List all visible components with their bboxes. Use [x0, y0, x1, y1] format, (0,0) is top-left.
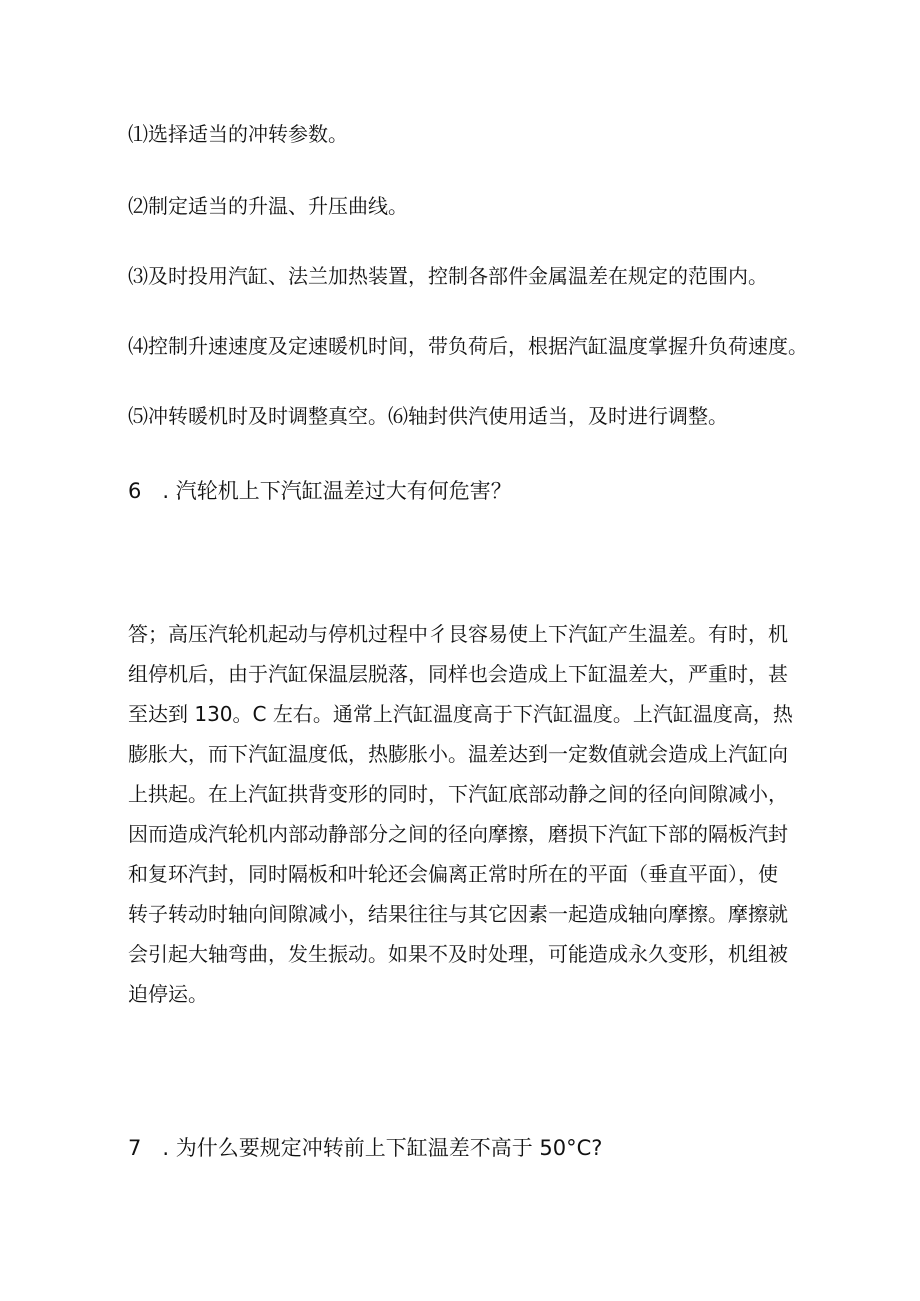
question-7-heading: 7 . 为什么要规定冲转前上下缸温差不高于 50°C? [128, 1136, 603, 1160]
list-item-2: ⑵制定适当的升温、升压曲线。 [128, 194, 408, 218]
answer-line: 膨胀大，而下汽缸温度低，热膨胀小。温差达到一定数值就会造成上汽缸向 [128, 742, 788, 766]
answer-line: 迫停运。 [128, 982, 208, 1006]
answer-line: 转子转动时轴向间隙减小，结果往往与其它因素一起造成轴向摩擦。摩擦就 [128, 902, 788, 926]
list-item-5: ⑸冲转暖机时及时调整真空。⑹轴封供汽使用适当，及时进行调整。 [128, 404, 728, 428]
answer-6-paragraph [128, 620, 808, 1020]
list-item-3: ⑶及时投用汽缸、法兰加热装置，控制各部件金属温差在规定的范围内。 [128, 264, 768, 288]
answer-line: 会引起大轴弯曲，发生振动。如果不及时处理，可能造成永久变形，机组被 [128, 942, 788, 966]
answer-line: 至达到 130。C 左右。通常上汽缸温度高于下汽缸温度。上汽缸温度高，热 [128, 702, 793, 726]
answer-line: 答；高压汽轮机起动与停机过程中彳艮容易使上下汽缸产生温差。有时，机 [128, 622, 788, 646]
answer-line: 上拱起。在上汽缸拱背变形的同时，下汽缸底部动静之间的径向间隙减小， [128, 782, 788, 806]
question-6-heading: 6 . 汽轮机上下汽缸温差过大有何危害？ [128, 479, 512, 503]
list-item-1: ⑴选择适当的冲转参数。 [128, 122, 348, 146]
answer-line: 因而造成汽轮机内部动静部分之间的径向摩擦，磨损下汽缸下部的隔板汽封 [128, 822, 788, 846]
answer-line: 组停机后，由于汽缸保温层脱落，同样也会造成上下缸温差大，严重时，甚 [128, 662, 788, 686]
list-item-4: ⑷控制升速速度及定速暖机时间，带负荷后，根据汽缸温度掌握升负荷速度。 [128, 334, 808, 358]
answer-line: 和复环汽封，同时隔板和叶轮还会偏离正常时所在的平面（垂直平面），使 [128, 862, 778, 886]
